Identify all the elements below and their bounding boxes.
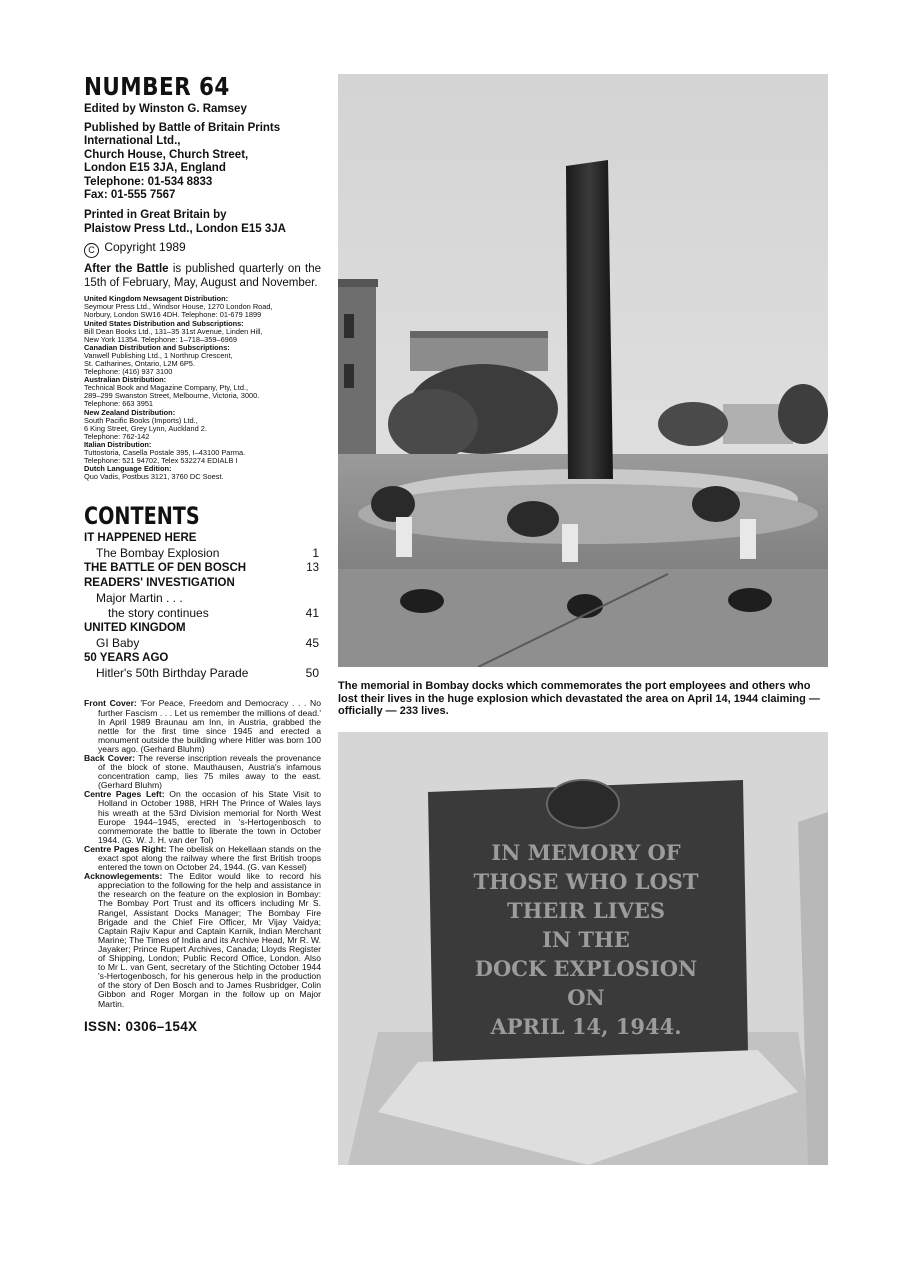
contents-entry xyxy=(84,591,321,606)
copyright-text: Copyright 1989 xyxy=(104,240,186,255)
contents-entry xyxy=(84,636,321,651)
cover-note-text: 'For Peace, Freedom and Democracy . . . No further Fascism . . . Let us remember the millions of dead.' In April 1989 Braunau am Inn, in Austria, grabbed the nettle for the first time since 1945 and erected a monument outside the building where Hitler was born 100 years ago. (Gerhard Bluhm) xyxy=(98,698,321,754)
cover-note xyxy=(84,790,321,845)
publisher-block xyxy=(84,122,321,202)
contents-entry xyxy=(84,546,321,561)
distribution-line: South Pacific Books (Imports) Ltd., xyxy=(84,415,198,425)
cover-note xyxy=(84,699,321,754)
contents-entry-page xyxy=(319,531,321,546)
printer-line: Plaistow Press Ltd., London E15 3JA xyxy=(84,222,286,235)
distribution-heading: United Kingdom Newsagent Distribution: xyxy=(84,294,229,304)
distribution-heading: Australian Distribution: xyxy=(84,375,167,385)
distribution-line: Quo Vadis, Postbus 3121, 3760 DC Soest. xyxy=(84,472,224,482)
printer-line: Printed in Great Britain by xyxy=(84,209,227,222)
plaque-line: IN THE xyxy=(542,927,630,952)
contents-entry-page xyxy=(319,576,321,591)
photo-caption: The memorial in Bombay docks which commemorates the port employees and others who lost their lives in the huge explosion which devastated the area on April 14, 1944 claiming — officially — 233 lives. xyxy=(338,680,820,718)
contents-entry-page xyxy=(319,621,321,636)
plaque-line: THEIR LIVES xyxy=(506,898,666,923)
contents-entry-page: 45 xyxy=(305,636,319,651)
distribution-heading: United States Distribution and Subscriptions: xyxy=(84,318,244,328)
distribution-heading: Dutch Language Edition: xyxy=(84,464,172,474)
issn: ISSN: 0306–154X xyxy=(84,1018,198,1034)
publisher-line: London E15 3JA, England xyxy=(84,162,226,175)
distribution-line: Bill Dean Books Ltd., 131–35 31st Avenue, Linden Hill, xyxy=(84,326,263,336)
about-title: After the Battle xyxy=(84,263,169,276)
cover-note-text: The reverse inscription reveals the provenance of the block of stone. Mauthausen, Austria's infamous concentration camp, lies 75 miles away to the east. (Gerhard Bluhm) xyxy=(98,752,322,791)
distribution-list xyxy=(84,295,321,481)
contents-entry-page: 13 xyxy=(306,562,319,575)
contents-entry-page: 1 xyxy=(312,546,319,561)
distribution-line: Norbury, London SW16 4DH. Telephone: 01-679 1899 xyxy=(84,310,262,320)
distribution-line: Telephone: 663 3951 xyxy=(84,399,154,409)
contents-entry-page xyxy=(319,651,321,666)
contents-entry-title: The Bombay Explosion xyxy=(96,546,220,561)
distribution-line: Telephone: 521 94702, Telex 532274 EDIALB I xyxy=(84,456,238,466)
distribution-line: Seymour Press Ltd., Windsor House, 1270 London Road, xyxy=(84,302,273,312)
memorial-photo-image xyxy=(338,74,828,667)
cover-note-text: On the occasion of his State Visit to Holland in October 1988, HRH The Prince of Wales lays his wreath at the 53rd Division memorial for North West Europe 1944–1945, erected in 's-Hertogenbosch to commemorate the battle to liberate the town in October 1944. (G. W. J. H. van der Tol) xyxy=(98,789,321,845)
contents-entry-title: GI Baby xyxy=(96,636,140,651)
cover-note-label: Front Cover: xyxy=(84,698,137,709)
contents-entry xyxy=(84,576,321,591)
plaque-photo xyxy=(338,732,828,1165)
plaque-line: IN MEMORY OF xyxy=(491,840,681,865)
contents-entry xyxy=(84,666,321,681)
contents-entry-title: Hitler's 50th Birthday Parade xyxy=(96,666,249,681)
about-text: is published quarterly on the 15th of February, May, August and November. xyxy=(84,263,321,289)
distribution-heading: Italian Distribution: xyxy=(84,439,152,449)
distribution-heading: Canadian Distribution and Subscriptions: xyxy=(84,342,230,352)
distribution-line: St. Catharines, Ontario, L2M 6P5. xyxy=(84,359,195,368)
cover-note-label: Acknowlegements: xyxy=(84,871,163,882)
distribution-line: Vanwell Publishing Ltd., 1 Northrup Crescent, xyxy=(84,350,233,360)
contents-entry xyxy=(84,651,321,666)
contents-entry-title: 50 YEARS AGO xyxy=(84,652,169,665)
contents-entry xyxy=(84,531,321,546)
plaque-line: ON xyxy=(567,985,605,1010)
distribution-line: Technical Book and Magazine Company, Pty, Ltd., xyxy=(84,383,249,393)
contents-entry-title: the story continues xyxy=(108,606,209,621)
contents-entry-title: IT HAPPENED HERE xyxy=(84,532,197,545)
distribution-line: Telephone: (416) 937 3100 xyxy=(84,367,173,377)
cover-note xyxy=(84,845,321,872)
plaque-line: APRIL 14, 1944. xyxy=(490,1014,682,1039)
issue-number: NUMBER 64 xyxy=(84,72,230,101)
cover-note xyxy=(84,754,321,790)
cover-note xyxy=(84,872,321,1008)
copyright-icon: C xyxy=(84,243,99,258)
distribution-heading: New Zealand Distribution: xyxy=(84,407,176,417)
cover-note-label: Centre Pages Right: xyxy=(84,843,167,854)
contents-entry-page xyxy=(319,591,321,606)
copyright xyxy=(84,240,321,258)
contents-entry-title: READERS' INVESTIGATION xyxy=(84,577,235,590)
cover-note-text: The Editor would like to record his appreciation to the following for the help and assistance in the research on the feature on the explosion in Bombay: The Bombay Port Trust and its officers including Mr S. Rangel, Assistant Docks Manager; The Bombay Fire Brigade and the Chief Fire Officer, Mr Vijay Vaidya; Captain Rajiv Kapur and Captain Karnik, Indian Merchant Marine; The Times of India and its Archive Head, Mr R. W. Jayaker; Prince Rupert Archives, Canada; Lloyds Register of Shipping, London; Public Record Office, London. Also to Mr L. van Gent, secretary of the Stichting October 1944 's-Hertogenbosch, for his generous help in the production of the story of Den Bosch and to James Rusbridger, Colin Gibbon and Roger Morgan in the follow up on Major Martin. xyxy=(98,871,321,1009)
contents-entry xyxy=(84,606,321,621)
cover-note-text: The obelisk on Hekellaan stands on the exact spot along the railway where the first British troops entered the town on October 24, 1944. (G. van Kessel) xyxy=(98,843,321,873)
contents-entry-title: THE BATTLE OF DEN BOSCH xyxy=(84,562,247,575)
cover-note-label: Centre Pages Left: xyxy=(84,789,165,800)
memorial-photo xyxy=(338,74,828,667)
publisher-line: International Ltd., xyxy=(84,135,181,148)
contents-entry xyxy=(84,621,321,636)
about-paragraph xyxy=(84,263,321,290)
plaque-line: DOCK EXPLOSION xyxy=(474,956,698,981)
publisher-line: Published by Battle of Britain Prints xyxy=(84,122,281,134)
distribution-line: New York 11354. Telephone: 1–718–359–6969 xyxy=(84,334,238,344)
distribution-line: 289–299 Swanston Street, Melbourne, Victoria, 3000. xyxy=(84,391,260,401)
contents-entry-title: UNITED KINGDOM xyxy=(84,622,186,635)
printer-block xyxy=(84,209,321,236)
distribution-line: Telephone: 762-142 xyxy=(84,431,150,441)
distribution-line: Tuttostoria, Casella Postale 395, I–43100 Parma. xyxy=(84,448,246,458)
left-column xyxy=(84,74,321,1034)
contents-entry-title: Major Martin . . . xyxy=(96,591,183,606)
publisher-line: Church House, Church Street, xyxy=(84,148,249,161)
contents-entry-page: 50 xyxy=(305,666,319,681)
editor-line: Edited by Winston G. Ramsey xyxy=(84,103,247,115)
contents-entry-page: 41 xyxy=(305,606,319,621)
plaque-photo-image xyxy=(338,732,828,1165)
contents-title: CONTENTS xyxy=(84,502,200,531)
cover-note-label: Back Cover: xyxy=(84,752,136,763)
publisher-line: Telephone: 01-534 8833 xyxy=(84,175,213,188)
plaque-line: THOSE WHO LOST xyxy=(473,869,699,894)
contents-entry xyxy=(84,561,321,576)
cover-notes xyxy=(84,699,321,1008)
contents-list xyxy=(84,531,321,681)
publisher-line: Fax: 01-555 7567 xyxy=(84,189,176,202)
distribution-line: 6 King Street, Grey Lynn, Auckland 2. xyxy=(84,423,207,433)
